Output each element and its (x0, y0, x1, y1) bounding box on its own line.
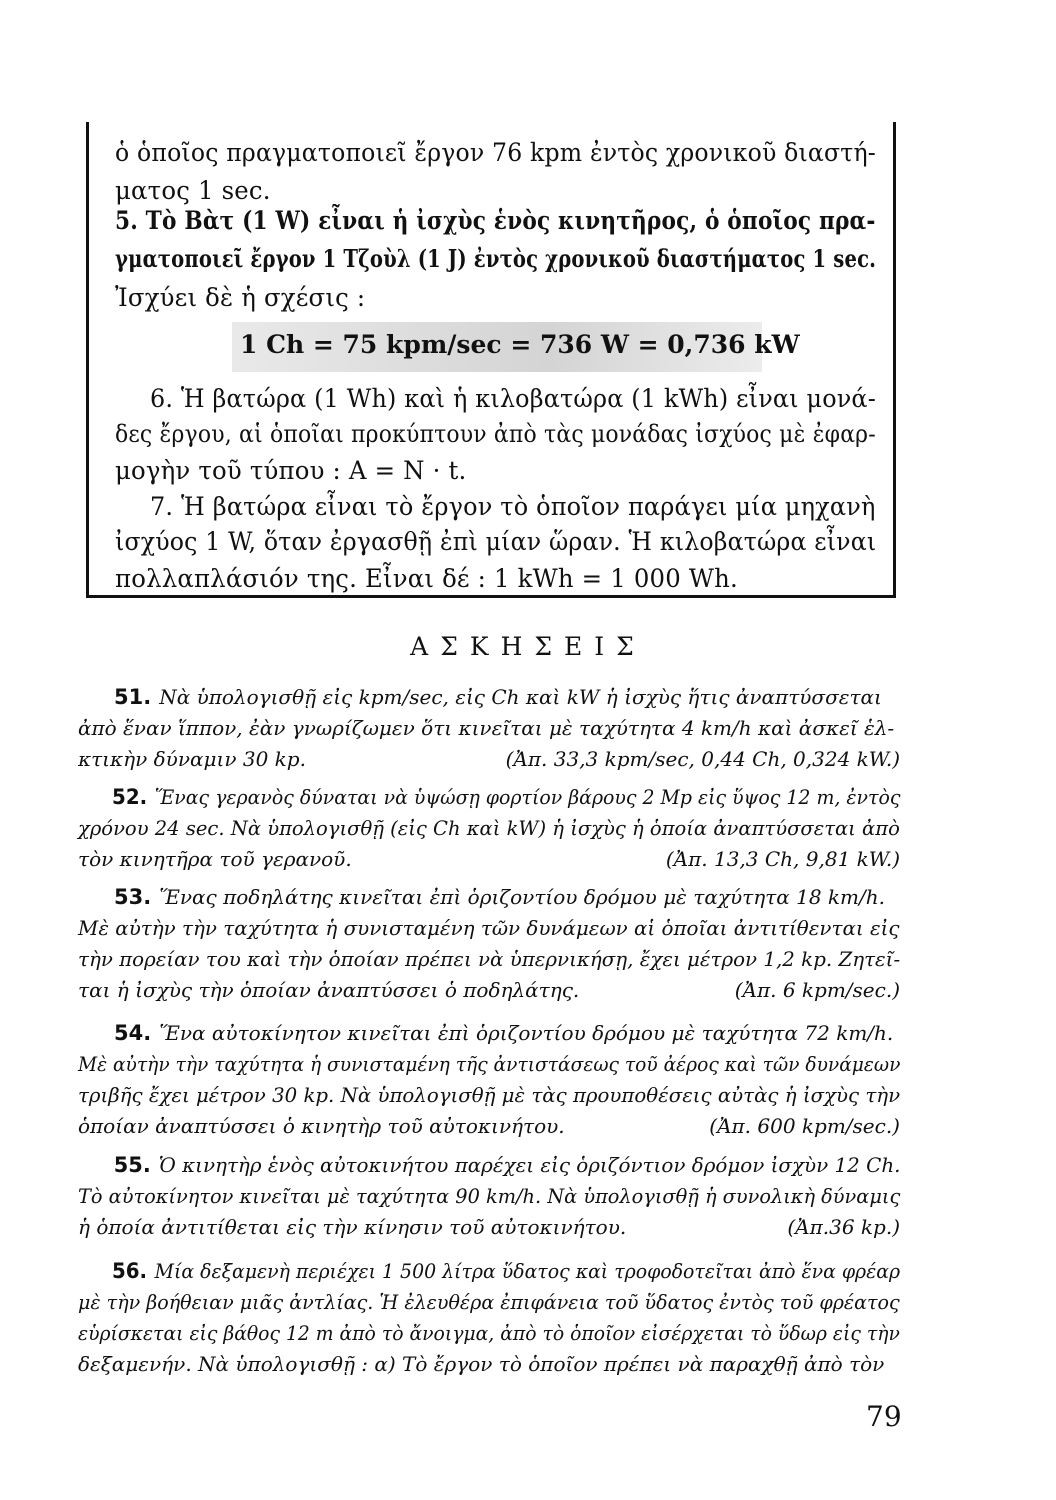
page-number: 79 (866, 1400, 902, 1433)
exercise-text: ἡ ὁποία ἀντιτίθεται εἰς τὴν κίνησιν τοῦ αὐτοκινήτου. (78, 1215, 627, 1239)
box-line: πολλαπλάσιόν της. Εἶναι δέ : 1 kWh = 1 000 Wh. (115, 564, 738, 593)
box-line: ματος 1 sec. (115, 176, 271, 205)
exercise-text: Ἕνας ποδηλάτης κινεῖται ἐπὶ ὁριζοντίου δρόμου μὲ ταχύτητα 18 km/h. (159, 885, 885, 909)
exercise-text: Νὰ ὑπολογισθῇ εἰς kpm/sec, εἰς Ch καὶ kW ἡ ἰσχὺς ἥτις ἀναπτύσσεται (159, 685, 882, 709)
exercise-text: κτικὴν δύναμιν 30 kp. (78, 747, 306, 771)
exercise-text: εὑρίσκεται εἰς βάθος 12 m ἀπὸ τὸ ἄνοιγμα, ἀπὸ τὸ ὁποῖον εἰσέρχεται τὸ ὕδωρ εἰς τὴν (78, 1321, 900, 1345)
exercise-text: τὸν κινητῆρα τοῦ γερανοῦ. (78, 847, 352, 871)
exercise-number: 55. (113, 1153, 151, 1177)
exercises-heading: ΑΣΚΗΣΕΙΣ (410, 632, 646, 661)
exercise-text: Ὁ κινητὴρ ἑνὸς αὐτοκινήτου παρέχει εἰς ὁριζόντιον δρόμον ἰσχὺν 12 Ch. (158, 1153, 901, 1177)
exercise-56 (78, 1256, 900, 1380)
exercise-answer: (Ἀπ. 6 kpm/sec.) (734, 978, 900, 1002)
exercise-text: Ἕνα αὐτοκίνητον κινεῖται ἐπὶ ὁριζοντίου δρόμου μὲ ταχύτητα 72 km/h. (159, 1021, 894, 1045)
exercise-text: μὲ τὴν βοήθειαν μιᾶς ἀντλίας. Ἡ ἐλευθέρα ἐπιφάνεια τοῦ ὕδατος ἐντὸς τοῦ φρέατος (78, 1290, 900, 1314)
exercise-text: δεξαμενήν. Νὰ ὑπολογισθῇ : α) Τὸ ἔργον τὸ ὁποῖον πρέπει νὰ παραχθῇ ἀπὸ τὸν (78, 1352, 885, 1376)
exercise-52 (78, 782, 900, 875)
exercise-53 (78, 882, 900, 1006)
box-line: Ἰσχύει δὲ ἡ σχέσις : (115, 283, 366, 312)
exercise-text: ὁποίαν ἀναπτύσσει ὁ κινητὴρ τοῦ αὐτοκινήτου. (78, 1114, 565, 1138)
exercise-answer: (Ἀπ.36 kp.) (787, 1215, 900, 1239)
exercise-text: τριβῆς ἔχει μέτρον 30 kp. Νὰ ὑπολογισθῇ μὲ τὰς προυποθέσεις αὐτὰς ἡ ἰσχὺς τὴν (78, 1083, 901, 1107)
power-units-formula: 1 Ch = 75 kpm/sec = 736 W = 0,736 kW (240, 330, 800, 359)
exercise-text: ται ἡ ἰσχὺς τὴν ὁποίαν ἀναπτύσσει ὁ ποδηλάτης. (78, 978, 580, 1002)
exercise-text: χρόνου 24 sec. Νὰ ὑπολογισθῇ (εἰς Ch καὶ kW) ἡ ἰσχὺς ἡ ὁποία ἀναπτύσσεται ἀπὸ (78, 816, 900, 840)
exercise-number: 52. (112, 785, 148, 809)
exercise-text: Μία δεξαμενὴ περιέχει 1 500 λίτρα ὕδατος καὶ τροφοδοτεῖται ἀπὸ ἕνα φρέαρ (154, 1259, 901, 1283)
box-line: ὁ ὁποῖος πραγματοποιεῖ ἔργον 76 kpm ἐντὸς χρονικοῦ διαστή- (115, 138, 876, 167)
exercise-55 (78, 1150, 900, 1243)
exercise-answer: (Ἀπ. 33,3 kpm/sec, 0,44 Ch, 0,324 kW.) (505, 747, 900, 771)
box-line: ἰσχύος 1 W, ὅταν ἐργασθῇ ἐπὶ μίαν ὥραν. Ἡ κιλοβατώρα εἶναι (115, 527, 877, 556)
exercise-number: 56. (111, 1259, 148, 1283)
exercise-text: τὴν πορείαν του καὶ τὴν ὁποίαν πρέπει νὰ ὑπερνικήσῃ, ἔχει μέτρον 1,2 kp. Ζητεῖ- (78, 947, 901, 971)
exercise-51 (78, 682, 900, 775)
exercise-answer: (Ἀπ. 13,3 Ch, 9,81 kW.) (665, 847, 900, 871)
exercise-text: Τὸ αὐτοκίνητον κινεῖται μὲ ταχύτητα 90 km/h. Νὰ ὑπολογισθῇ ἡ συνολικὴ δύναμις (78, 1184, 901, 1208)
box-line: μογὴν τοῦ τύπου : A = N · t. (115, 456, 467, 485)
box-line: 7. Ἡ βατώρα εἶναι τὸ ἔργον τὸ ὁποῖον παράγει μία μηχανὴ (150, 492, 876, 521)
exercise-number: 51. (114, 685, 152, 709)
box-line: 6. Ἡ βατώρα (1 Wh) καὶ ἡ κιλοβατώρα (1 kWh) εἶναι μονά- (150, 384, 876, 413)
exercise-54 (78, 1018, 900, 1142)
box-line: γματοποιεῖ ἔργον 1 Τζοὺλ (1 J) ἐντὸς χρονικοῦ διαστήματος 1 sec. (115, 244, 877, 273)
exercise-number: 54. (114, 1021, 152, 1045)
box-line: 5. Τὸ Βὰτ (1 W) εἶναι ἡ ἰσχὺς ἑνὸς κινητῆρος, ὁ ὁποῖος πρα- (115, 206, 876, 235)
exercise-text: Ἕνας γερανὸς δύναται νὰ ὑψώσῃ φορτίον βάρους 2 Mp εἰς ὕψος 12 m, ἐντὸς (154, 785, 901, 809)
exercise-text: Μὲ αὐτὴν τὴν ταχύτητα ἡ συνισταμένη τῶν δυνάμεων αἱ ὁποῖαι ἀντιτίθενται εἰς (78, 916, 900, 940)
exercise-answer: (Ἀπ. 600 kpm/sec.) (709, 1114, 900, 1138)
exercise-text: Μὲ αὐτὴν τὴν ταχύτητα ἡ συνισταμένη τῆς ἀντιστάσεως τοῦ ἀέρος καὶ τῶν δυνάμεων (78, 1052, 901, 1076)
exercise-number: 53. (114, 885, 152, 909)
box-line: δες ἔργου, αἱ ὁποῖαι προκύπτουν ἀπὸ τὰς μονάδας ἰσχύος μὲ ἐφαρ- (115, 420, 876, 448)
exercise-text: ἀπὸ ἕναν ἵππον, ἐὰν γνωρίζωμεν ὅτι κινεῖται μὲ ταχύτητα 4 km/h καὶ ἀσκεῖ ἑλ- (78, 716, 895, 740)
